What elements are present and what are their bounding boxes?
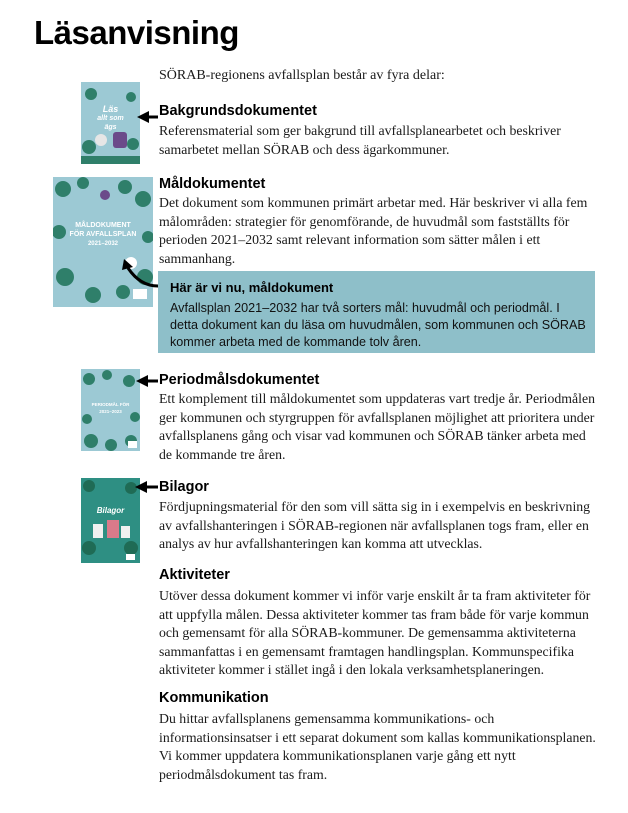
kommunikation-body: Du hittar avfallsplanens gemensamma kommunikations- och informationsinsatser i ett separat dokument som kallas kommunikationsplanen. Vi kommer uppdatera kommunikationsplanen varje gång ett nytt periodmålsdokument tas fram.	[159, 711, 596, 782]
bilagor-cover-line1: Bilagor	[96, 506, 125, 515]
callout-heading: Här är vi nu, måldokument	[170, 280, 334, 295]
callout-box	[158, 271, 595, 353]
arrow-callout-icon	[122, 259, 158, 286]
mal-cover-line2: FÖR AVFALLSPLAN	[69, 231, 137, 238]
bilagor-heading: Bilagor	[159, 479, 209, 495]
mal-heading: Måldokumentet	[159, 176, 266, 192]
bakgrund-cover-line3: ägs	[104, 124, 117, 131]
intro-text: SÖRAB-regionens avfallsplan består av fyra delar:	[159, 68, 445, 83]
mal-cover-line3: 2021–2032	[87, 241, 119, 247]
page-title: Läsanvisning	[34, 14, 239, 51]
mal-cover-line1: MÅLDOKUMENT	[75, 222, 131, 229]
bilagor-body: Fördjupningsmaterial för den som vill sätta sig in i exempelvis en beskrivning av avfallshanteringen i SÖRAB-regionen när avfallsplanen togs fram, eller en analys av hur avfallshanteringen kan komma att utvecklas.	[159, 499, 591, 552]
bakgrund-body: Referensmaterial som ger bakgrund till avfallsplanearbetet och beskriver samarbetet mellan SÖRAB och dess ägarkommuner.	[159, 123, 561, 157]
period-cover-line1: PERIODMÅL FÖR	[91, 402, 130, 407]
aktiviteter-body: Utöver dessa dokument kommer vi inför varje enskilt år ta fram aktiviteter för att uppfylla målen. Dessa aktiviteter kommer tas fram både för varje kommun och gemensamt för alla SÖRAB-kommuner. De gemensamma aktiviteterna sammanfattas i en gemensamt framtagen handlingsplan. Kommunspecifika aktiviteter kommer i stället ingå i den lokala verksamhetsplaneringen.	[159, 588, 591, 678]
bakgrund-cover-line2: allt som	[97, 115, 124, 122]
period-cover-line2: 2021–2023	[99, 409, 122, 414]
period-heading: Periodmålsdokumentet	[159, 372, 320, 388]
arrow-period-icon	[136, 375, 158, 387]
callout-body: Avfallsplan 2021–2032 har två sorters mål: huvudmål och periodmål. I detta dokument kan du läsa om huvudmålen, som kommunen och SÖRAB kommer arbeta med de kommande tolv åren.	[170, 301, 586, 349]
period-body: Ett komplement till måldokumentet som uppdateras vart tredje år. Periodmålen ger kommunen och styrgruppen för avfallsplanen möjlighet att prioritera under avfallsplanens gång och visar vad kommunen och SÖRAB tänker arbeta med de kommande tre åren.	[159, 391, 596, 462]
bakgrund-heading: Bakgrundsdokumentet	[159, 103, 317, 119]
arrow-bakgrund-icon	[137, 111, 158, 123]
kommunikation-heading: Kommunikation	[159, 690, 269, 706]
mal-body: Det dokument som kommunen primärt arbetar med. Här beskriver vi alla fem målområden: strategier för genomförande, de huvudmål som fastställts för perioden 2021–2032 samt relevant information som sätter målen i ett sammanhang.	[159, 195, 588, 266]
arrow-bilagor-icon	[135, 481, 158, 493]
bakgrund-cover-line1: Läs	[102, 104, 119, 114]
aktiviteter-heading: Aktiviteter	[159, 567, 230, 583]
